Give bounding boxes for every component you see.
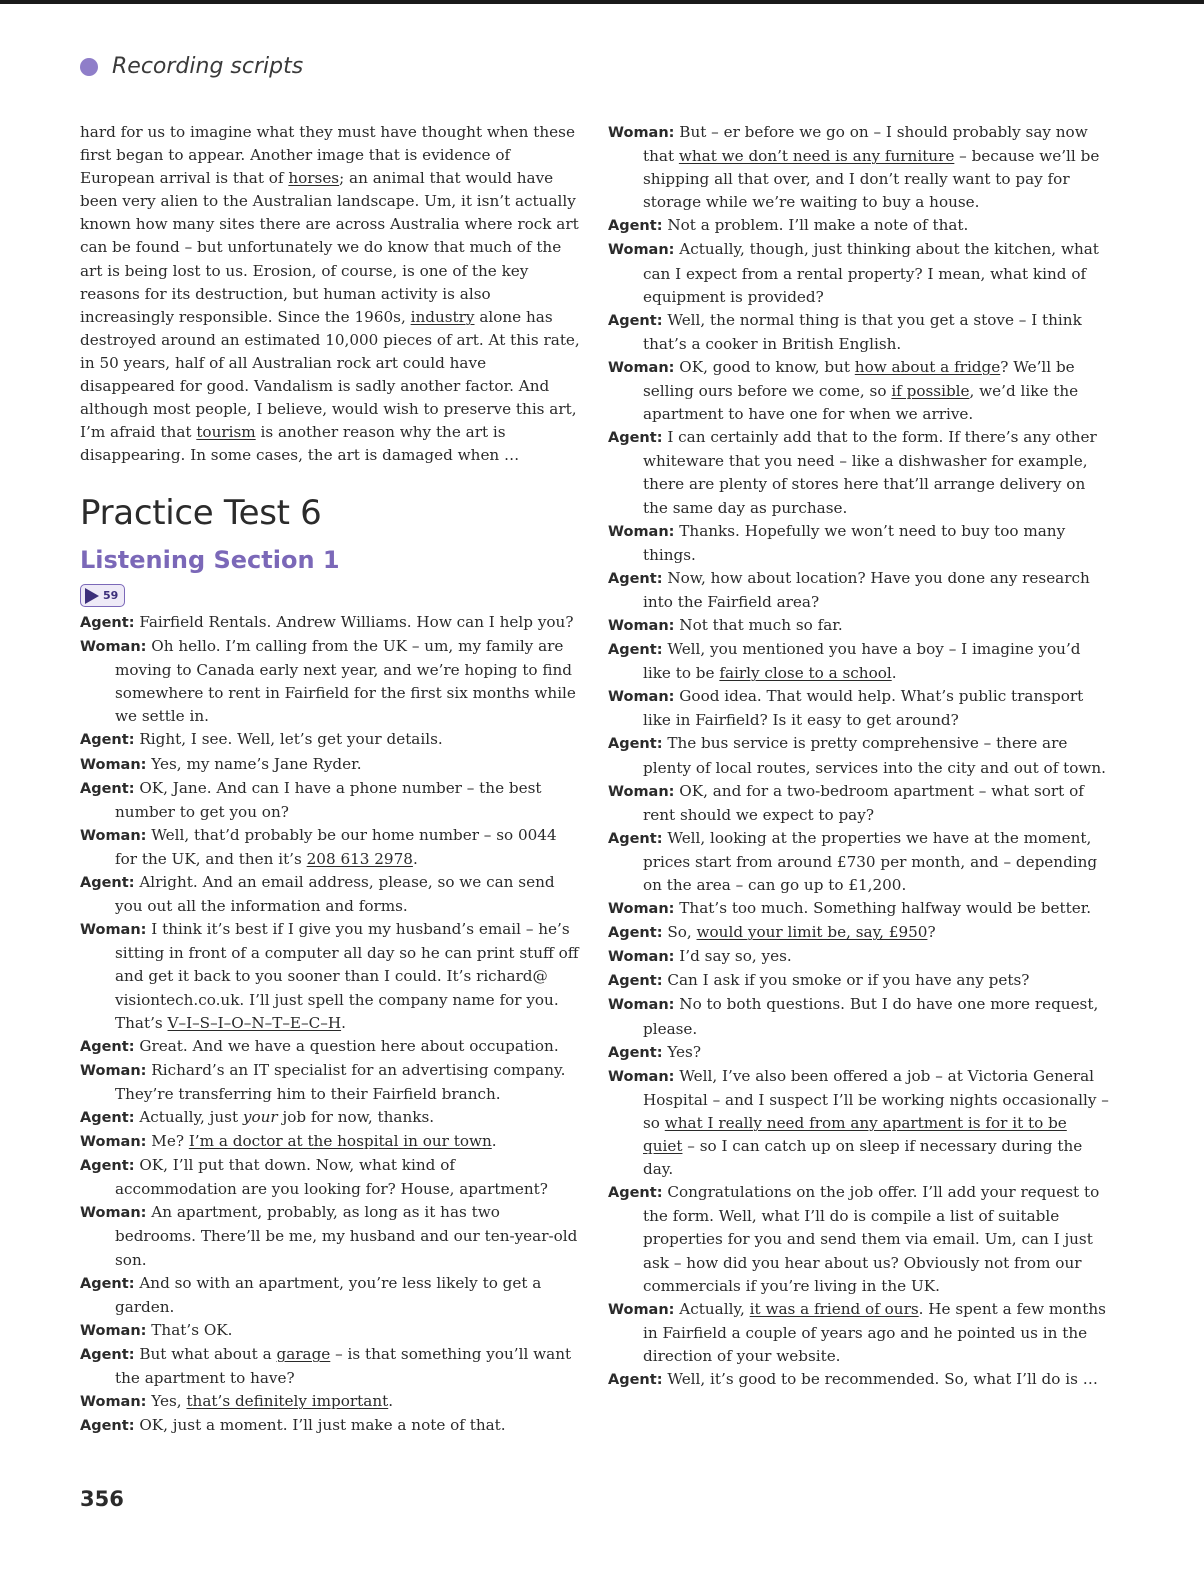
speaker-label: Agent: — [608, 312, 663, 329]
speaker-label: Agent: — [608, 218, 663, 235]
dialogue-line: Woman: Thanks. Hopefully we won’t need to buy too many things. — [608, 521, 1066, 564]
speaker-label: Agent: — [80, 1158, 135, 1175]
dialogue-line: Woman: Well, I’ve also been offered a job – at Victoria General Hospital – and I suspect I’ll be working nights occasionally – so what I really need from any apartment is for it to be quiet – so I can catch up on sleep if necessary during the day. — [608, 1066, 1109, 1179]
test-title: Practice Test 6 — [80, 493, 322, 534]
speaker-label: Agent: — [80, 780, 135, 797]
dialogue-line: Agent: Not a problem. I’ll make a note of that. — [608, 216, 969, 235]
dialogue-line: Woman: No to both questions. But I do have one more request, please. — [608, 995, 1099, 1038]
dialogue-line: Agent: Can I ask if you smoke or if you have any pets? — [608, 971, 1030, 990]
dialogue-line: Agent: Congratulations on the job offer. I’ll add your request to the form. Well, what I’ll do is compile a list of suitable properties for you and send them via email. Um, can I just ask – how did you hear about us? Obviously not from our commercials if you’re living in the UK. — [608, 1183, 1100, 1295]
speaker-label: Woman: — [608, 901, 675, 918]
speaker-label: Woman: — [80, 1394, 147, 1411]
dialogue-line: Woman: I think it’s best if I give you my husband’s email – he’s sitting in front of a computer all day so he can print stuff off and get it back to you sooner than I could. It’s richard@ visiontech.co.uk. I’ll just spell the company name for you. That’s V–I–S–I–O–N–T–E–C–H. — [80, 920, 579, 1032]
dialogue-line: Woman: Yes, that’s definitely important. — [80, 1392, 394, 1411]
intro-paragraph: hard for us to imagine what they must have thought when these first began to appear. Another image that is evidence of European arrival is that of horses; an animal that would have been very alien to the Australian landscape. Um, it isn’t actually known how many sites there are across Australia where rock art can be found – but unfortunately we do know that much of the art is being lost to us. Erosion, of course, is one of the key reasons for its destruction, but human activity is also increasingly responsible. Since the 1960s, industry alone has destroyed around an estimated 10,000 pieces of art. At this rate, in 50 years, half of all Australian rock art could have disappeared for good. Vandalism is sadly another factor. And although most people, I believe, would wish to preserve this art, I’m afraid that tourism is another reason why the art is disappearing. In some cases, the art is damaged when … — [80, 123, 580, 465]
speaker-label: Agent: — [80, 1346, 135, 1363]
speaker-label: Agent: — [608, 570, 663, 587]
speaker-label: Woman: — [608, 617, 675, 634]
section-title: Listening Section 1 — [80, 546, 340, 575]
dialogue-line: Woman: Yes, my name’s Jane Ryder. — [80, 754, 362, 773]
speaker-label: Agent: — [608, 973, 663, 990]
speaker-label: Woman: — [80, 1322, 147, 1339]
dialogue-line: Woman: Good idea. That would help. What’s public transport like in Fairfield? Is it easy to get around? — [608, 687, 1084, 730]
dialogue-line: Agent: OK, just a moment. I’ll just make a note of that. — [80, 1416, 506, 1435]
speaker-label: Agent: — [608, 430, 663, 447]
dialogue-line: Woman: That’s OK. — [80, 1320, 233, 1339]
speaker-label: Woman: — [80, 922, 147, 939]
speaker-label: Woman: — [80, 1062, 147, 1079]
speaker-label: Woman: — [608, 997, 675, 1014]
dialogue-line: Woman: Not that much so far. — [608, 615, 843, 634]
speaker-label: Agent: — [80, 1418, 135, 1435]
speaker-label: Woman: — [608, 949, 675, 966]
dialogue-line: Woman: Me? I’m a doctor at the hospital in our town. — [80, 1132, 497, 1151]
speaker-label: Agent: — [608, 642, 663, 659]
audio-track-button[interactable] — [80, 584, 125, 607]
running-header — [80, 54, 303, 79]
speaker-label: Woman: — [608, 125, 675, 141]
speaker-label: Agent: — [80, 1275, 135, 1292]
page-number: 356 — [80, 1487, 124, 1511]
header-label: Recording scripts — [112, 54, 304, 79]
dialogue-line: Agent: OK, I’ll put that down. Now, what kind of accommodation are you looking for? House, apartment? — [80, 1156, 548, 1199]
dialogue-line: Agent: And so with an apartment, you’re less likely to get a garden. — [80, 1273, 542, 1316]
dialogue-line: Agent: Right, I see. Well, let’s get your details. — [80, 730, 443, 749]
speaker-label: Agent: — [80, 732, 135, 749]
dialogue-line: Agent: Well, the normal thing is that you get a stove – I think that’s a cooker in British English. — [608, 310, 1082, 353]
dialogue-line: Woman: OK, good to know, but how about a fridge? We’ll be selling ours before we come, so if possible, we’d like the apartment to have one for when we arrive. — [608, 357, 1079, 424]
speaker-label: Woman: — [608, 689, 675, 706]
speaker-label: Woman: — [608, 1301, 675, 1318]
speaker-label: Woman: — [608, 783, 675, 800]
dialogue-line: Woman: Well, that’d probably be our home number – so 0044 for the UK, and then it’s 208 613 2978. — [80, 825, 557, 868]
speaker-label: Agent: — [608, 1371, 663, 1388]
speaker-label: Agent: — [608, 1044, 663, 1061]
dialogue-line: Agent: Alright. And an email address, please, so we can send you out all the information and forms. — [80, 873, 555, 916]
speaker-label: Agent: — [80, 1109, 135, 1126]
top-rule — [0, 0, 1204, 4]
dialogue-line: Woman: But – er before we go on – I should probably say now that what we don’t need is any furniture – because we’ll be shipping all that over, and I don’t really want to pay for storage while we’re waiting to buy a house. — [608, 123, 1100, 212]
speaker-label: Woman: — [80, 1134, 147, 1151]
dialogue-line: Woman: I’d say so, yes. — [608, 947, 792, 966]
speaker-label: Woman: — [608, 242, 675, 259]
dialogue-line: Agent: Well, looking at the properties we have at the moment, prices start from around £730 per month, and – depending on the area – can go up to £1,200. — [608, 828, 1098, 894]
dialogue-line: Agent: Well, it’s good to be recommended. So, what I’ll do is … — [608, 1369, 1098, 1388]
dialogue-line: Agent: Yes? — [608, 1042, 701, 1061]
speaker-label: Agent: — [80, 615, 135, 631]
dialogue-line: Woman: That’s too much. Something halfway would be better. — [608, 899, 1092, 918]
speaker-label: Agent: — [608, 1185, 663, 1202]
dialogue-line: Woman: An apartment, probably, as long as it has two bedrooms. There’ll be me, my husband and our ten-year-old son. — [80, 1203, 578, 1269]
dialogue-line: Woman: Richard’s an IT specialist for an advertising company. They’re transferring him to their Fairfield branch. — [80, 1060, 566, 1103]
speaker-label: Agent: — [80, 875, 135, 892]
speaker-label: Woman: — [608, 1068, 675, 1085]
dialogue-line: Woman: Actually, it was a friend of ours. He spent a few months in Fairfield a couple of years ago and he pointed us in the direction of your website. — [608, 1299, 1106, 1365]
dialogue-line: Agent: Great. And we have a question here about occupation. — [80, 1036, 559, 1055]
dialogue-line: Woman: OK, and for a two-bedroom apartment – what sort of rent should we expect to pay? — [608, 781, 1084, 824]
dialogue-line: Agent: So, would your limit be, say, £950? — [608, 923, 936, 942]
right-column — [608, 121, 1111, 1392]
dialogue-line: Agent: But what about a garage – is that something you’ll want the apartment to have? — [80, 1344, 572, 1387]
speaker-label: Woman: — [80, 1205, 147, 1222]
speaker-label: Agent: — [608, 925, 663, 942]
speaker-label: Woman: — [80, 756, 147, 773]
dialogue-line: Agent: I can certainly add that to the form. If there’s any other whiteware that you need – like a dishwasher for example, there are plenty of stores here that’ll arrange delivery on the same day as purchase. — [608, 428, 1097, 517]
bullet-dot-icon — [80, 58, 98, 76]
dialogue-line: Woman: Oh hello. I’m calling from the UK – um, my family are moving to Canada early next year, and we’re hoping to find somewhere to rent in Fairfield for the first six months while we settle in. — [80, 637, 576, 726]
speaker-label: Woman: — [80, 827, 147, 844]
play-icon — [85, 588, 99, 604]
speaker-label: Woman: — [608, 359, 675, 376]
speaker-label: Agent: — [608, 736, 663, 753]
left-column — [80, 121, 580, 1438]
speaker-label: Agent: — [80, 1038, 135, 1055]
left-transcript — [80, 611, 580, 1438]
dialogue-line: Woman: Actually, though, just thinking about the kitchen, what can I expect from a rental property? I mean, what kind of equipment is provided? — [608, 240, 1099, 306]
right-transcript — [608, 121, 1111, 1392]
dialogue-line: Agent: OK, Jane. And can I have a phone number – the best number to get you on? — [80, 778, 542, 821]
speaker-label: Agent: — [608, 830, 663, 847]
dialogue-line: Agent: Fairfield Rentals. Andrew Williams. How can I help you? — [80, 613, 574, 631]
dialogue-line: Agent: Now, how about location? Have you done any research into the Fairfield area? — [608, 568, 1090, 611]
speaker-label: Woman: — [608, 523, 675, 540]
dialogue-line: Agent: Actually, just your job for now, thanks. — [80, 1107, 435, 1126]
track-number: 59 — [103, 589, 119, 603]
dialogue-line: Agent: The bus service is pretty comprehensive – there are plenty of local routes, services into the city and out of town. — [608, 734, 1106, 777]
dialogue-line: Agent: Well, you mentioned you have a boy – I imagine you’d like to be fairly close to a school. — [608, 640, 1081, 683]
speaker-label: Woman: — [80, 639, 147, 656]
